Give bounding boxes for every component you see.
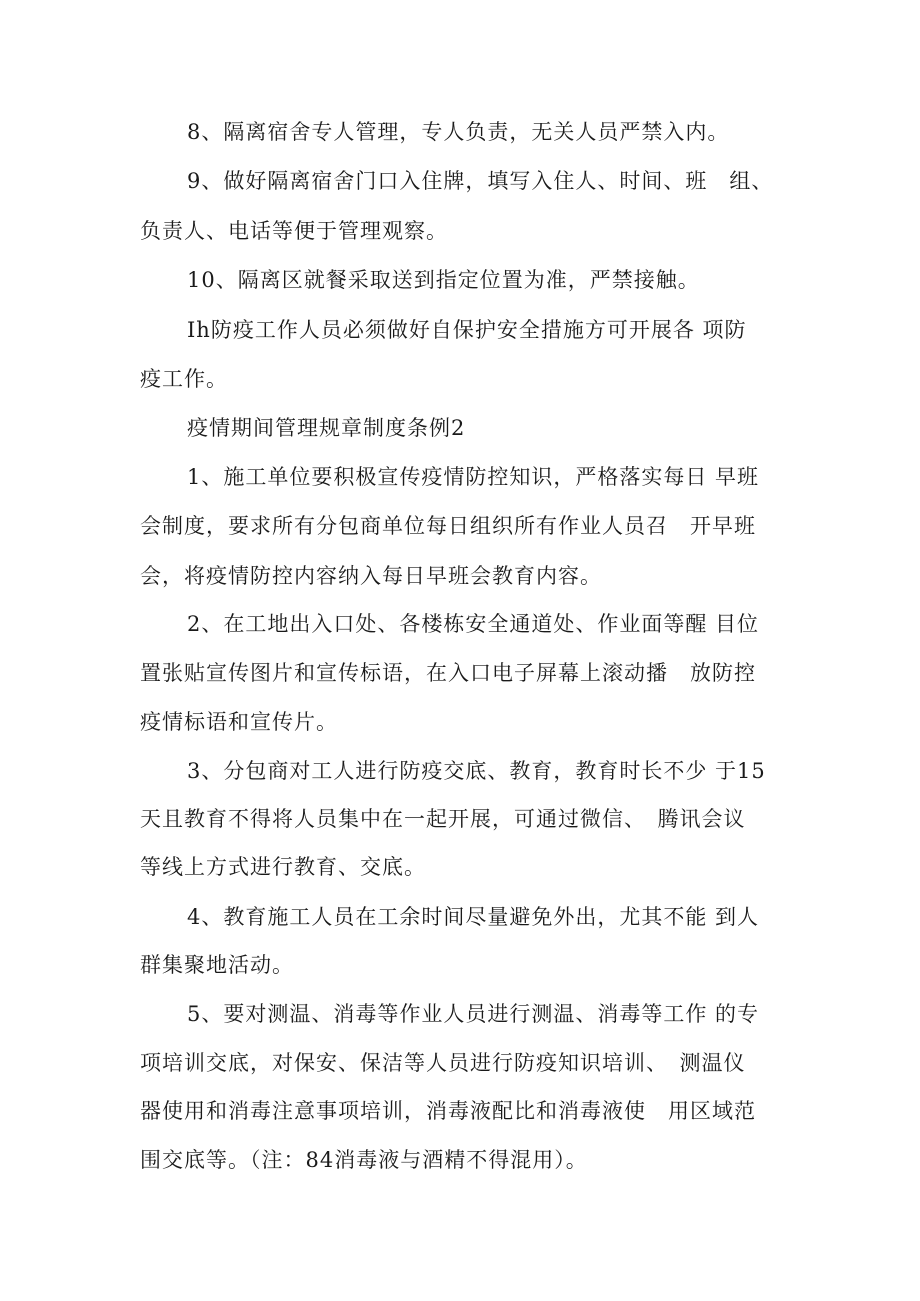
paragraph-line: 围交底等。（注：84消毒液与酒精不得混用）。: [140, 1148, 588, 1172]
paragraph-line: 负责人、电话等便于管理观察。: [140, 219, 448, 243]
paragraph-line: 3、分包商对工人进行防疫交底、教育，教育时长不少 于15: [187, 759, 766, 783]
paragraph-line: 置张贴宣传图片和宣传标语，在入口电子屏幕上滚动播 放防控: [140, 661, 756, 685]
paragraph-line: 会，将疫情防控内容纳入每日早班会教育内容。: [140, 564, 602, 588]
paragraph-line: 疫情标语和宣传片。: [140, 710, 338, 734]
paragraph-line: 会制度，要求所有分包商单位每日组织所有作业人员召 开早班: [140, 514, 756, 538]
paragraph-line: 2、在工地出入口处、各楼栋安全通道处、作业面等醒 目位: [187, 612, 760, 636]
paragraph-line: 8、隔离宿舍专人管理，专人负责，无关人员严禁入内。: [187, 120, 730, 144]
section-heading: 疫情期间管理规章制度条例2: [187, 416, 466, 440]
paragraph-line: 1、施工单位要积极宣传疫情防控知识，严格落实每日 早班: [187, 465, 760, 489]
paragraph-line: 器使用和消毒注意事项培训，消毒液配比和消毒液使 用区域范: [140, 1099, 756, 1123]
paragraph-line: 疫工作。: [140, 367, 228, 391]
paragraph-line: 天且教育不得将人员集中在一起开展，可通过微信、 腾讯会议: [140, 807, 746, 831]
paragraph-line: 等线上方式进行教育、交底。: [140, 855, 426, 879]
paragraph-line: 项培训交底，对保安、保洁等人员进行防疫知识培训、 测温仪: [140, 1051, 746, 1075]
paragraph-line: Ih防疫工作人员必须做好自保护安全措施方可开展各 项防: [187, 318, 747, 342]
paragraph-line: 群集聚地活动。: [140, 953, 294, 977]
paragraph-line: 5、要对测温、消毒等作业人员进行测温、消毒等工作 的专: [187, 1002, 760, 1026]
paragraph-line: 10、隔离区就餐采取送到指定位置为准，严禁接触。: [187, 268, 700, 292]
paragraph-line: 9、做好隔离宿舍门口入住牌，填写入住人、时间、班 组、: [187, 169, 774, 193]
paragraph-line: 4、教育施工人员在工余时间尽量避免外出，尤其不能 到人: [187, 905, 760, 929]
